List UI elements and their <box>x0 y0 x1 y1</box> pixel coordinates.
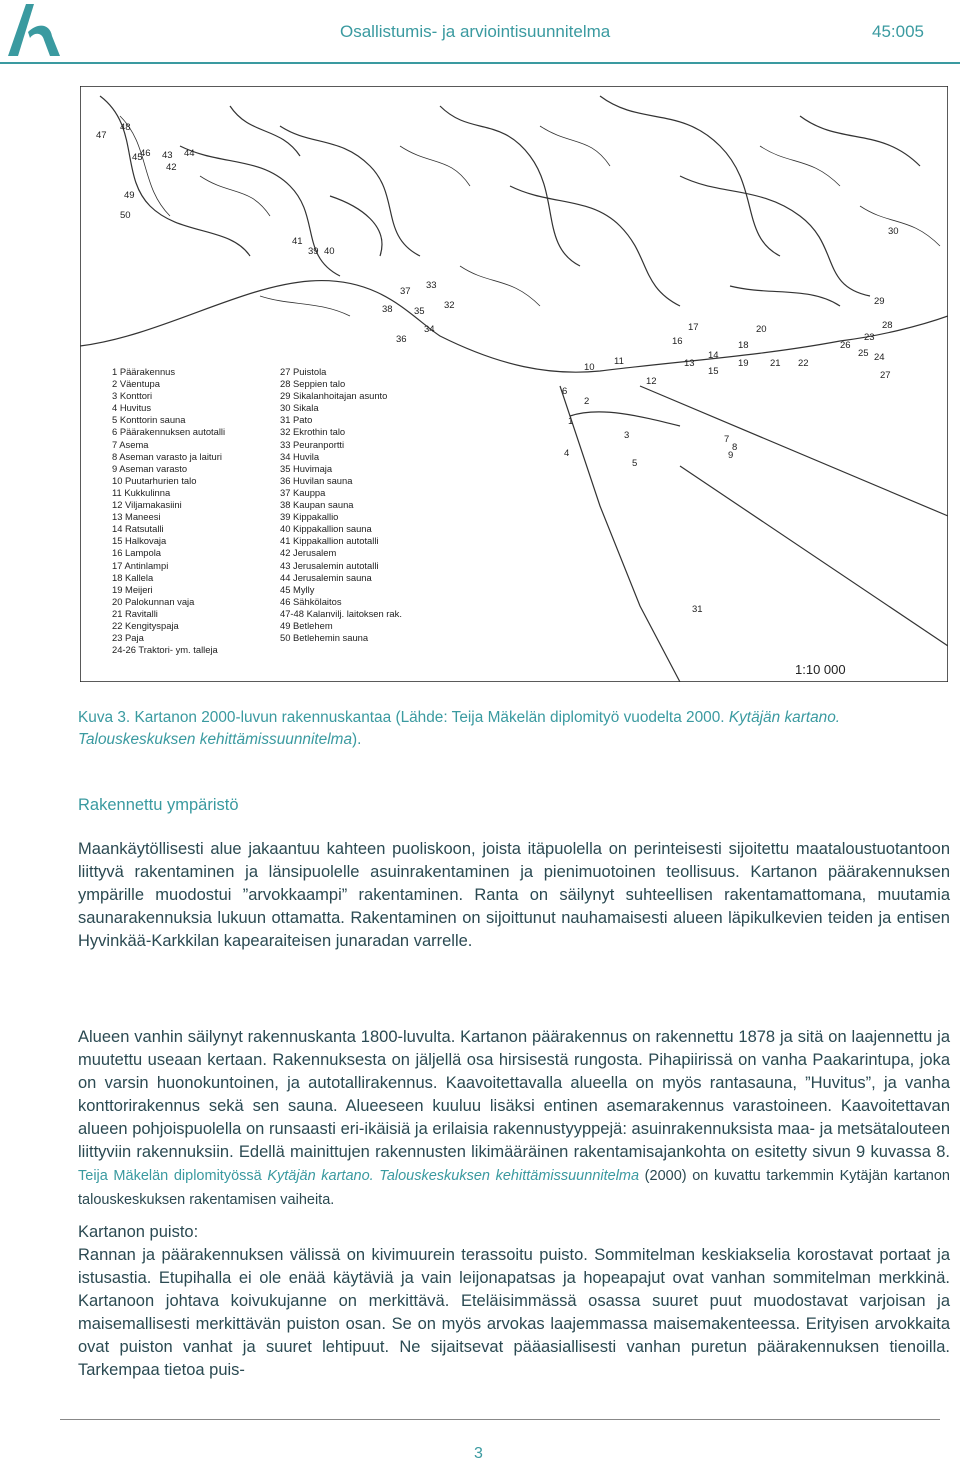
map-number-label: 23 <box>864 332 875 343</box>
legend-right-item: 46 Sähkölaitos <box>280 595 342 607</box>
map-number-label: 35 <box>414 306 425 317</box>
map-number-label: 43 <box>162 150 173 161</box>
legend-left-item: 4 Huvitus <box>112 402 152 414</box>
paragraph-buildings <box>78 1026 950 1212</box>
map-number-label: 37 <box>400 286 411 297</box>
map-number-label: 12 <box>646 376 657 387</box>
map-number-label: 36 <box>396 334 407 345</box>
document-code: 45:005 <box>872 22 924 41</box>
legend-left-item: 7 Asema <box>112 438 149 450</box>
figure-caption <box>78 707 948 751</box>
map-number-label: 38 <box>382 304 393 315</box>
legend-left-item: 24-26 Traktori- ym. talleja <box>112 644 218 656</box>
legend-right-item: 29 Sikalanhoitajan asunto <box>280 390 388 402</box>
map-number-label: 24 <box>874 352 885 363</box>
legend-right-item: 36 Huvilan sauna <box>280 474 353 486</box>
legend-right-item: 50 Betlehemin sauna <box>280 632 369 644</box>
legend-right-item: 28 Seppien talo <box>280 378 346 390</box>
legend-right-item: 38 Kaupan sauna <box>280 499 354 511</box>
map-number-label: 22 <box>798 358 809 369</box>
map-number-label: 27 <box>880 370 891 381</box>
map-number-label: 16 <box>672 336 683 347</box>
legend-left-item: 18 Kallela <box>112 571 154 583</box>
legend-right-item: 40 Kippakallion sauna <box>280 523 372 535</box>
map-number-label: 13 <box>684 358 695 369</box>
legend-left-item: 16 Lampola <box>112 547 161 559</box>
legend-right-item: 37 Kauppa <box>280 486 326 498</box>
legend-right-item: 34 Huvila <box>280 450 320 462</box>
section-heading: Rakennettu ympäristö <box>78 796 239 814</box>
paragraph-1-text: Maankäytöllisesti alue jakaantuu kahteen puoliskoon, joista itäpuolella on perinteisesti sijoitettu maataloustuotantoon liittyvä rakentaminen ja länsipuolelle asuinrakentaminen ja pienimuotoinen teollisuus. Kartanon päärakennuksen ympärille muodostui ”arvokkaampi” rakentaminen. Ranta on säilynyt suhteellisen rakentamattomana, muutamia saunarakennuksia lukuun ottamatta. Rakentaminen on sijoittunut nauhamaisesti alueen läpikulkevien teiden ja entisen Hyvinkää-Karkkilan kapearaiteisen junaradan varrelle. <box>78 840 950 950</box>
map-legend-left <box>112 366 225 656</box>
map-number-label: 14 <box>708 350 719 361</box>
map-number-label: 41 <box>292 236 303 247</box>
legend-left-item: 11 Kukkulinna <box>112 486 171 498</box>
municipality-logo-icon <box>4 2 64 58</box>
site-map <box>80 86 948 682</box>
header-divider <box>0 62 960 64</box>
map-number-label: 31 <box>692 604 703 615</box>
paragraph-land-use <box>78 838 950 953</box>
legend-left-item: 3 Konttori <box>112 390 153 402</box>
legend-right-item: 41 Kippakallion autotalli <box>280 535 379 547</box>
map-number-label: 3 <box>624 430 630 441</box>
legend-right-item: 39 Kippakallio <box>280 511 339 523</box>
caption-text: Kuva 3. Kartanon 2000-luvun rakennuskantaa (Lähde: Teija Mäkelän diplomityö vuodelta 2000. <box>78 709 729 726</box>
legend-left-item: 22 Kengityspaja <box>112 619 179 631</box>
map-number-label: 17 <box>688 322 699 333</box>
legend-right-item: 35 Huvimaja <box>280 462 333 474</box>
paragraph-3-text: Rannan ja päärakennuksen välissä on kivimuurein terassoitu puisto. Sommitelman keskiakselia korostavat portaat ja istusastia. Etupihalla ei ole enää käytäviä ja vain leijonapatsas ja hopeapajut ovat vanhan sommitelman merkkinä. Kartanoon johtava koivukujanne on merkittävä. Eteläisimmässä osassa suuret puut muodostavat varjoisan ja maisemallisesti merkittävän puiston osan. Se on myös arvokas laajemmassa maisemakenteessa. Erityisen arvokkaita ovat puiston vanhat ja suuret lehtipuut. Ne sijaitsevat pääasiallisesti vanhan puretun päärakennuksen tienoilla. Tarkempaa tietoa puis- <box>78 1246 950 1379</box>
map-number-label: 6 <box>562 386 568 397</box>
map-number-label: 39 <box>308 246 319 257</box>
legend-right-item: 44 Jerusalemin sauna <box>280 571 372 583</box>
map-number-label: 25 <box>858 348 869 359</box>
legend-left-item: 14 Ratsutalli <box>112 523 164 535</box>
paragraph-2-small-a: Teija Mäkelän diplomityössä <box>78 1168 268 1184</box>
legend-right-item: 33 Peuranportti <box>280 438 345 450</box>
map-number-label: 11 <box>614 356 624 367</box>
footer-divider <box>60 1419 940 1420</box>
map-number-label: 8 <box>732 442 738 453</box>
map-number-label: 21 <box>770 358 781 369</box>
legend-right-item: 45 Mylly <box>280 583 315 595</box>
map-scale-label: 1:10 000 <box>795 662 846 677</box>
page-header <box>0 0 960 70</box>
legend-left-item: 10 Puutarhurien talo <box>112 474 197 486</box>
legend-left-item: 17 Antinlampi <box>112 559 169 571</box>
map-number-label: 34 <box>424 324 435 335</box>
map-number-label: 7 <box>724 434 730 445</box>
map-number-label: 10 <box>584 362 595 373</box>
legend-left-item: 2 Väentupa <box>112 378 160 390</box>
map-number-label: 33 <box>426 280 437 291</box>
map-number-label: 44 <box>184 148 195 159</box>
map-number-label: 15 <box>708 366 719 377</box>
map-number-label: 45 <box>132 152 143 163</box>
legend-right-item: 27 Puistola <box>280 366 327 377</box>
legend-left-item: 21 Ravitalli <box>112 607 158 619</box>
map-number-label: 47 <box>96 130 107 141</box>
legend-left-item: 20 Palokunnan vaja <box>112 595 195 607</box>
map-number-label: 2 <box>584 396 590 407</box>
map-number-label: 30 <box>888 226 899 237</box>
legend-left-item: 15 Halkovaja <box>112 535 167 547</box>
legend-right-item: 47-48 Kalanvilj. laitoksen rak. <box>280 607 402 619</box>
legend-left-item: 5 Konttorin sauna <box>112 414 186 426</box>
map-number-label: 5 <box>632 458 638 469</box>
legend-right-item: 49 Betlehem <box>280 619 333 631</box>
paragraph-2-small-italic: Kytäjän kartano. Talouskeskuksen kehittämissuunnitelma <box>267 1168 640 1184</box>
legend-right-item: 43 Jerusalemin autotalli <box>280 559 379 571</box>
legend-left-item: 13 Maneesi <box>112 511 161 523</box>
legend-left-item: 23 Paja <box>112 632 144 644</box>
legend-left-item: 8 Aseman varasto ja laituri <box>112 450 222 462</box>
legend-right-item: 32 Ekrothin talo <box>280 426 346 438</box>
map-number-label: 42 <box>166 162 177 173</box>
map-number-label: 1 <box>568 416 574 427</box>
map-number-label: 18 <box>738 340 749 351</box>
legend-left-item: 1 Päärakennus <box>112 366 176 377</box>
legend-right-item: 42 Jerusalem <box>280 547 337 559</box>
paragraph-2-text: Alueen vanhin säilynyt rakennuskanta 1800-luvulta. Kartanon päärakennus on rakennettu 1878 ja sitä on laajennettu ja muutettu useaan kertaan. Rakennuksesta on jäljellä osa hirsisestä rungosta. Pihapiirissä on vanha Paakarintupa, joka on varsin huonokuntoinen, ja autotallirakennus. Kaavoitettavalla alueella on myös rantasauna, ”Huvitus”, ja vanha konttorirakennus sekä sen sauna. Alueeseen kuuluu lisäksi entinen asemarakennus varastoineen. Kaavoitettavan alueen pohjoispuolella on runsaasti eri-ikäisiä ja erilaisia rakennustyyppejä: asuinrakennuksista maa- ja metsätalouteen liittyviin rakennuksiin. Edellä mainittujen rakennusten likimääräinen rakentamisajankohta on esitetty sivun 9 kuvassa 8. <box>78 1028 950 1161</box>
map-number-label: 50 <box>120 210 131 221</box>
caption-italic: Kytäjän kartano. Talouskeskuksen kehittämissuunnitelma <box>78 709 841 748</box>
map-number-label: 49 <box>124 190 135 201</box>
legend-right-item: 31 Pato <box>280 414 313 426</box>
park-subheading: Kartanon puisto: <box>78 1223 199 1241</box>
map-number-label: 20 <box>756 324 767 335</box>
paragraph-2-small-b: (2000) on kuvattu tarkemmin Kytäjän kartanon talouskeskuksen rakentamisen vaiheita. <box>78 1168 950 1208</box>
map-number-label: 4 <box>564 448 570 459</box>
map-number-label: 28 <box>882 320 893 331</box>
page-number: 3 <box>474 1445 483 1462</box>
map-number-label: 19 <box>738 358 749 369</box>
legend-left-item: 9 Aseman varasto <box>112 462 188 474</box>
legend-left-item: 19 Meijeri <box>112 583 153 595</box>
legend-left-item: 12 Viljamakasiini <box>112 499 182 511</box>
map-number-label: 26 <box>840 340 851 351</box>
map-number-label: 32 <box>444 300 455 311</box>
map-number-label: 48 <box>120 122 131 133</box>
map-number-label: 46 <box>140 148 151 159</box>
map-legend-right <box>280 366 402 644</box>
legend-right-item: 30 Sikala <box>280 402 319 414</box>
legend-left-item: 6 Päärakennuksen autotalli <box>112 426 226 438</box>
map-number-label: 40 <box>324 246 335 257</box>
caption-end: ). <box>352 731 362 748</box>
paragraph-park <box>78 1221 950 1382</box>
map-number-label: 29 <box>874 296 885 307</box>
map-number-label: 9 <box>728 450 734 461</box>
document-title: Osallistumis- ja arviointisuunnitelma <box>340 22 611 41</box>
